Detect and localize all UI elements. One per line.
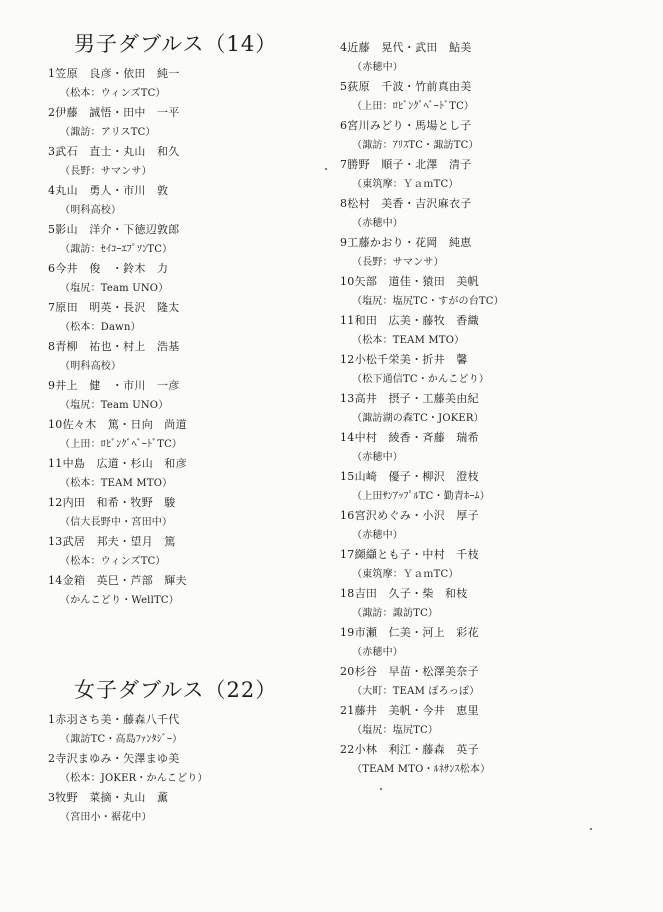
entry-club: （信大長野中・宮田中） (60, 516, 173, 528)
entry (48, 259, 323, 298)
entry-names: 8青柳 祐也・村上 浩基 (48, 340, 180, 353)
entry-club: （諏訪：諏訪TC） (352, 607, 439, 619)
entry-names: 5影山 洋介・下徳辺敦郎 (48, 223, 180, 236)
entry-names: 17纐纈とも子・中村 千枝 (340, 548, 479, 561)
entry-club: （松本：TEAM MTO） (352, 334, 465, 346)
entry-club: （明科高校） (60, 204, 122, 216)
entry-club: （諏訪：アリスTC） (60, 126, 156, 138)
entry-names: 22小林 利江・藤森 英子 (340, 743, 479, 756)
entry-names: 21藤井 美帆・今井 恵里 (340, 704, 479, 717)
entry-club: （塩尻：Team UNO） (60, 399, 169, 411)
entry-names: 3牧野 菜摘・丸山 薫 (48, 791, 169, 804)
mens-doubles-title: 男子ダブルス（14） (74, 32, 278, 56)
entry (340, 623, 640, 662)
entry (48, 415, 323, 454)
entry-names: 5荻原 千波・竹前真由美 (340, 80, 472, 93)
entry (340, 662, 640, 701)
mens-entry-list (48, 64, 323, 610)
entry-names: 1赤羽さち美・藤森八千代 (48, 713, 180, 726)
entry (48, 788, 323, 827)
entry (48, 64, 323, 103)
entry (48, 749, 323, 788)
entry-club: （TEAM MTO・ﾙﾈｻﾝｽ松本） (352, 763, 491, 775)
entry-names: 15山崎 優子・柳沢 澄枝 (340, 470, 479, 483)
entry (48, 181, 323, 220)
entry-club: （松本：Dawn） (60, 321, 141, 333)
entry (340, 116, 640, 155)
entry-names: 8松村 美香・吉沢麻衣子 (340, 197, 472, 210)
entry (340, 38, 640, 77)
entry-names: 2寺沢まゆみ・矢澤まゆ美 (48, 752, 180, 765)
entry-club: （松本：ウィンズTC） (60, 555, 166, 567)
entry (48, 298, 323, 337)
entry-club: （大町：TEAM ぽろっぽ） (352, 685, 480, 697)
entry-club: （諏訪：ｱﾘｽTC・諏訪TC） (352, 139, 479, 151)
womens-entry-list-left (48, 710, 323, 827)
entry (48, 337, 323, 376)
entry-names: 4丸山 勇人・市川 敦 (48, 184, 169, 197)
womens-doubles-continued (340, 38, 640, 779)
entry (48, 103, 323, 142)
entry-club: （松本：ウィンズTC） (60, 87, 166, 99)
entry-club: （赤穂中） (352, 217, 403, 229)
entry-names: 9井上 健 ・市川 一彦 (48, 379, 180, 392)
entry-names: 10矢部 道佳・猿田 美帆 (340, 275, 479, 288)
entry-names: 7原田 明英・長沢 隆太 (48, 301, 180, 314)
entry-club: （宮田小・裾花中） (60, 811, 152, 823)
entry-names: 14中村 綾香・斉藤 瑞希 (340, 431, 479, 444)
entry-names: 7勝野 順子・北澤 清子 (340, 158, 472, 171)
entry-club: （かんこどり・WellTC） (60, 594, 179, 606)
entry (340, 233, 640, 272)
entry-names: 13武居 邦夫・望月 篤 (48, 535, 176, 548)
entry (340, 467, 640, 506)
entry-names: 10佐々木 篤・日向 尚道 (48, 418, 187, 431)
entry-club: （塩尻：塩尻TC・すがの台TC） (352, 295, 504, 307)
entry-names: 1笠原 良彦・依田 純一 (48, 67, 180, 80)
entry (48, 220, 323, 259)
entry-names: 12内田 和希・牧野 駿 (48, 496, 176, 509)
entry-club: （赤穂中） (352, 61, 403, 73)
entry-names: 3武石 直士・丸山 和久 (48, 145, 180, 158)
entry-club: （松下通信TC・かんこどり） (352, 373, 490, 385)
scan-speck (325, 168, 327, 170)
entry-club: （諏訪TC・高島ﾌｧﾝﾀｼﾞｰ） (60, 733, 183, 745)
entry (340, 194, 640, 233)
entry-names: 6今井 俊 ・鈴木 力 (48, 262, 169, 275)
entry-names: 20杉谷 早苗・松澤美奈子 (340, 665, 479, 678)
entry (48, 142, 323, 181)
mens-doubles-section (48, 30, 323, 610)
entry (48, 376, 323, 415)
entry (340, 77, 640, 116)
entry (48, 454, 323, 493)
entry-club: （松本：TEAM MTO） (60, 477, 173, 489)
entry-names: 18吉田 久子・柴 和枝 (340, 587, 468, 600)
entry-names: 12小松千栄美・折井 馨 (340, 353, 468, 366)
entry-names: 9工藤かおり・花岡 純恵 (340, 236, 472, 249)
entry (48, 710, 323, 749)
entry-club: （東筑摩：ＹａｍTC） (352, 568, 459, 580)
scan-speck (380, 788, 382, 790)
entry-club: （東筑摩：ＹａｍTC） (352, 178, 459, 190)
entry-names: 14金箱 英巳・芦部 輝夫 (48, 574, 187, 587)
womens-doubles-section (48, 676, 323, 827)
entry (340, 311, 640, 350)
entry-names: 4近藤 晃代・武田 鮎美 (340, 41, 472, 54)
entry (340, 545, 640, 584)
entry-club: （諏訪：ｾｲｺｰｴﾌﾟｿﾝTC） (60, 243, 173, 255)
womens-entry-list-right (340, 38, 640, 779)
entry (340, 389, 640, 428)
entry (48, 493, 323, 532)
entry-club: （上田：ﾛﾋﾞﾝｸﾞﾍﾞｰﾄﾞTC） (352, 100, 475, 112)
entry (340, 740, 640, 779)
entry-names: 11中島 広道・杉山 和彦 (48, 457, 187, 470)
entry (340, 506, 640, 545)
entry-club: （上田ｻﾝｱｯﾌﾟﾙTC・勤青ﾎｰﾑ） (352, 490, 490, 502)
entry-names: 16宮沢めぐみ・小沢 厚子 (340, 509, 479, 522)
entry-club: （明科高校） (60, 360, 122, 372)
entry-club: （長野：サマンサ） (352, 256, 444, 268)
entry (340, 350, 640, 389)
scan-speck (590, 828, 592, 830)
entry-club: （赤穂中） (352, 451, 403, 463)
entry-club: （上田：ﾛﾋﾞﾝｸﾞﾍﾞｰﾄﾞTC） (60, 438, 183, 450)
entry-names: 6宮川みどり・馬場とし子 (340, 119, 472, 132)
entry (340, 272, 640, 311)
entry-club: （松本：JOKER・かんこどり） (60, 772, 208, 784)
entry-club: （赤穂中） (352, 529, 403, 541)
entry-names: 2伊藤 誠悟・田中 一平 (48, 106, 180, 119)
entry-names: 19市瀬 仁美・河上 彩花 (340, 626, 479, 639)
entry-club: （塩尻：塩尻TC） (352, 724, 439, 736)
entry-names: 11和田 広美・藤牧 香織 (340, 314, 479, 327)
entry-club: （諏訪湖の森TC・JOKER） (352, 412, 484, 424)
entry-club: （赤穂中） (352, 646, 403, 658)
entry (48, 571, 323, 610)
entry-names: 13高井 摂子・工藤美由紀 (340, 392, 479, 405)
entry-club: （塩尻：Team UNO） (60, 282, 169, 294)
entry (340, 155, 640, 194)
entry (340, 428, 640, 467)
entry (48, 532, 323, 571)
entry (340, 584, 640, 623)
entry (340, 701, 640, 740)
womens-doubles-title: 女子ダブルス（22） (74, 678, 278, 702)
entry-club: （長野：サマンサ） (60, 165, 152, 177)
